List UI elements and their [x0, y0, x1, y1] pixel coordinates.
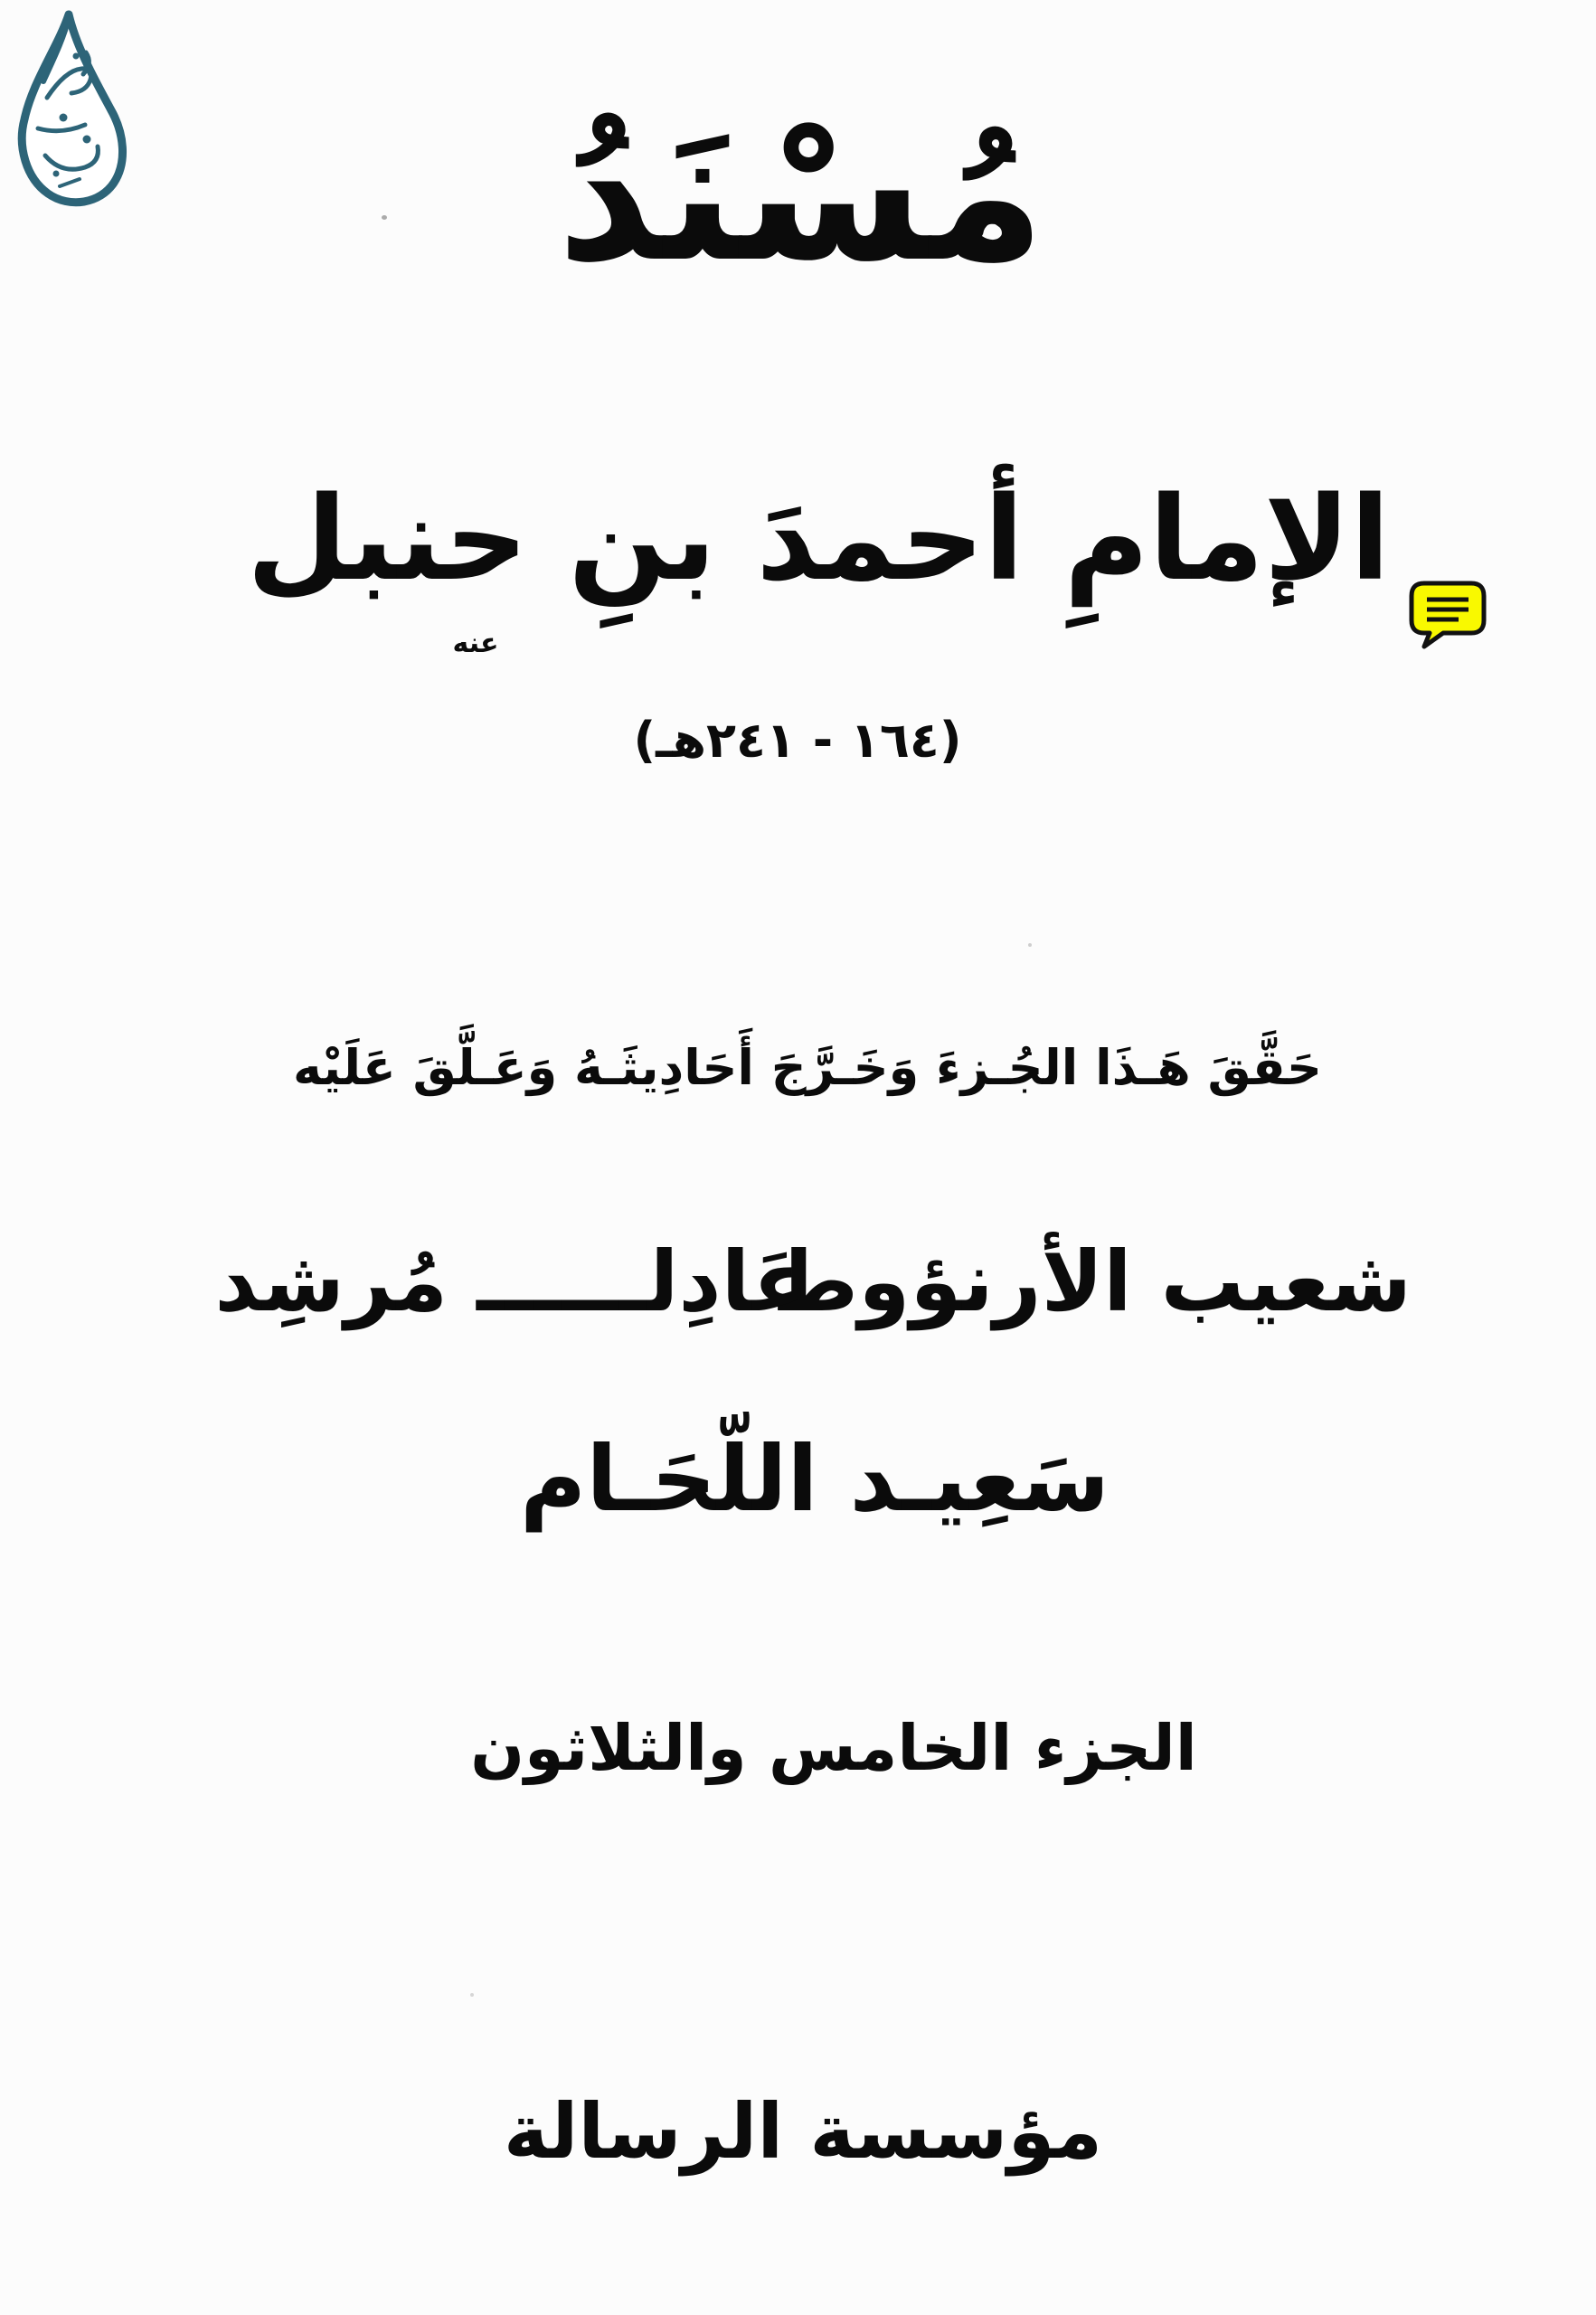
scan-speck	[1028, 943, 1032, 947]
scan-speck	[470, 1993, 474, 1997]
author-name: الإمامِ أحمدَ بنِ حنبل	[246, 472, 1391, 607]
book-title: مُسْنَدُ	[556, 86, 1046, 303]
editor-name-said: سَعِيـد اللّحَـام	[519, 1426, 1110, 1532]
library-watermark-logo	[9, 9, 128, 215]
lifespan-dates: (١٦٤ - ٢٤١هـ)	[633, 712, 962, 769]
publisher-name: مؤسسة الرسالة	[503, 2087, 1103, 2176]
honorific-mark: عنه	[452, 628, 499, 659]
scan-speck	[382, 215, 387, 220]
droplet-calligraphy-icon	[9, 9, 128, 215]
volume-title: الجزء الخامس والثلاثون	[470, 1711, 1197, 1785]
editor-name-adil: عَادِلــــــ مُرشِد	[214, 1233, 809, 1330]
comment-annotation-icon[interactable]	[1409, 581, 1487, 649]
editing-credit-line: حَقَّقَ هَـذَا الجُـزءَ وَخَـرَّجَ أَحَادِيثَـهُ وَعَـلَّقَ عَلَيْه	[293, 1039, 1322, 1096]
editor-name-shuayb: شعيب الأرنؤوط	[771, 1233, 1412, 1330]
